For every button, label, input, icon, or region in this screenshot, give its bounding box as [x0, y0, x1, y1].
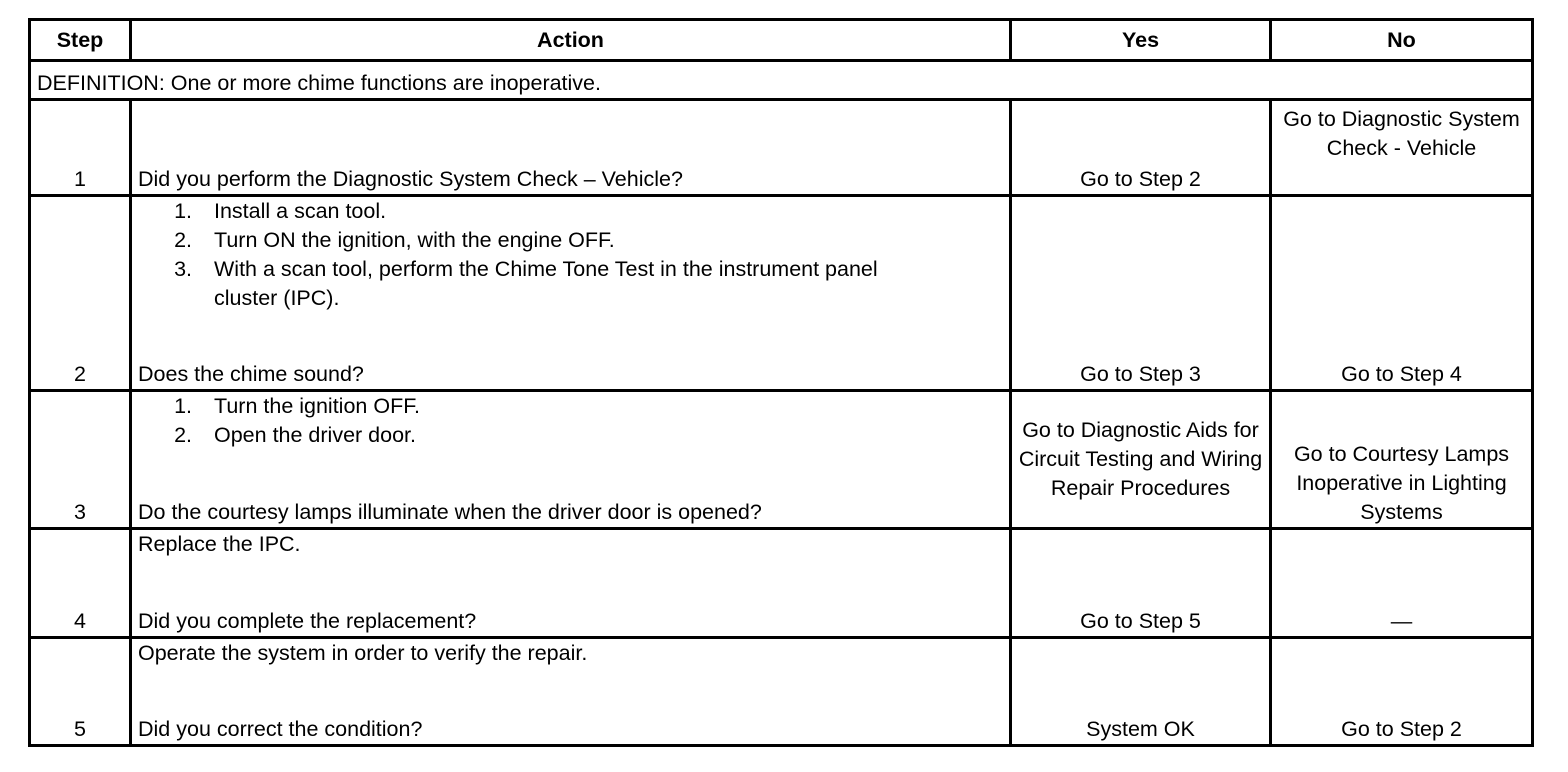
table-row	[30, 100, 1533, 196]
action-intro: Did you perform the Diagnostic System Check – Vehicle?	[138, 167, 683, 191]
action-question: Did you correct the condition?	[138, 717, 423, 741]
list-item	[138, 255, 1003, 313]
action-question: Did you complete the replacement?	[138, 609, 477, 633]
substep-number: 1.	[174, 394, 192, 418]
table-row	[30, 196, 1533, 391]
action-cell	[131, 529, 1011, 638]
substep-number: 2.	[174, 228, 192, 252]
action-cell	[131, 391, 1011, 529]
definition-text: DEFINITION: One or more chime functions are inoperative.	[30, 61, 1533, 100]
action-question: Does the chime sound?	[138, 362, 364, 386]
table-row	[30, 638, 1533, 746]
header-row	[30, 20, 1533, 61]
action-cell	[131, 100, 1011, 196]
table-row	[30, 391, 1533, 529]
action-question: Do the courtesy lamps illuminate when the driver door is opened?	[138, 500, 762, 524]
no-cell: —	[1271, 529, 1533, 638]
substep-text: Turn ON the ignition, with the engine OFF.	[214, 228, 615, 252]
substep-text: With a scan tool, perform the Chime Tone Test in the instrument panel cluster (IPC).	[214, 257, 878, 310]
list-item	[138, 226, 1003, 255]
substep-number: 2.	[174, 423, 192, 447]
list-item	[138, 197, 1003, 226]
yes-cell: Go to Step 5	[1011, 529, 1271, 638]
table-row	[30, 529, 1533, 638]
action-intro: Operate the system in order to verify the repair.	[138, 641, 588, 665]
action-cell	[131, 196, 1011, 391]
action-cell	[131, 638, 1011, 746]
header-no: No	[1271, 20, 1533, 61]
step-number: 4	[30, 529, 131, 638]
yes-cell: Go to Step 3	[1011, 196, 1271, 391]
substep-list	[138, 392, 1003, 450]
substep-list	[138, 197, 1003, 313]
header-yes: Yes	[1011, 20, 1271, 61]
step-number: 1	[30, 100, 131, 196]
substep-text: Turn the ignition OFF.	[214, 394, 420, 418]
list-item	[138, 421, 1003, 450]
diagnostic-table	[28, 18, 1534, 747]
no-cell: Go to Courtesy Lamps Inoperative in Lighting Systems	[1271, 391, 1533, 529]
substep-number: 1.	[174, 199, 192, 223]
no-cell: Go to Diagnostic System Check - Vehicle	[1271, 100, 1533, 196]
list-item	[138, 392, 1003, 421]
yes-cell: Go to Diagnostic Aids for Circuit Testing and Wiring Repair Procedures	[1011, 391, 1271, 529]
step-number: 5	[30, 638, 131, 746]
substep-text: Install a scan tool.	[214, 199, 387, 223]
no-cell: Go to Step 2	[1271, 638, 1533, 746]
no-cell: Go to Step 4	[1271, 196, 1533, 391]
yes-cell: Go to Step 2	[1011, 100, 1271, 196]
substep-number: 3.	[174, 257, 192, 281]
substep-text: Open the driver door.	[214, 423, 416, 447]
step-number: 2	[30, 196, 131, 391]
action-intro: Replace the IPC.	[138, 532, 301, 556]
header-step: Step	[30, 20, 131, 61]
definition-row	[30, 61, 1533, 100]
yes-cell: System OK	[1011, 638, 1271, 746]
header-action: Action	[131, 20, 1011, 61]
step-number: 3	[30, 391, 131, 529]
